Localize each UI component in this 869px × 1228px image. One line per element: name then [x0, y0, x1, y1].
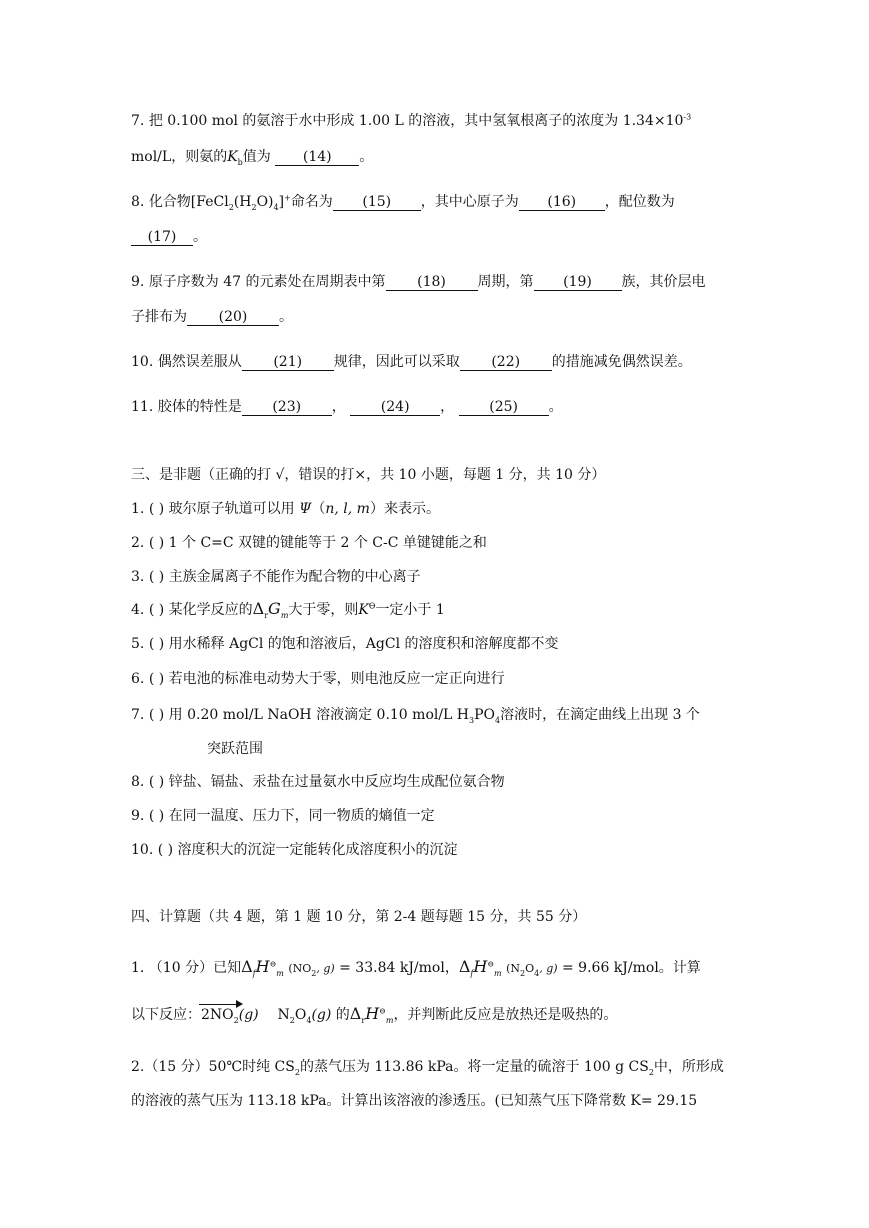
subscript: 4: [495, 715, 501, 725]
tf-item-4: [131, 600, 445, 619]
question-9-line-2: [131, 308, 293, 326]
calc-question-2-line-2: 的溶液的蒸气压为 113.18 kPa。计算出该溶液的渗透压。(已知蒸气压下降常数 K= 29.15: [131, 1093, 698, 1109]
standard-state-symbol: ⊖: [269, 959, 277, 969]
gibbs-symbol: G: [268, 599, 281, 618]
question-8-line-1: [131, 193, 675, 211]
item-text: PO: [474, 707, 496, 723]
question-text: 2.（15 分）50℃时纯 CS: [131, 1059, 295, 1075]
answer-blank-23[interactable]: (23): [242, 399, 332, 416]
question-text: 偶然误差服从: [157, 354, 242, 370]
item-number: 3.: [131, 569, 145, 585]
item-number: 5.: [131, 636, 145, 652]
subscript: 2: [233, 1015, 239, 1025]
subscript: 2: [311, 968, 317, 978]
question-7-line-1: [131, 112, 691, 130]
punct: （: [311, 501, 326, 517]
answer-paren[interactable]: ( ): [148, 569, 165, 585]
question-number: 7.: [131, 113, 145, 129]
psi-symbol: Ψ: [299, 501, 312, 517]
tf-item-7-cont: 突跃范围: [207, 741, 263, 757]
standard-state-symbol: ϴ: [368, 601, 376, 611]
subscript: 4: [306, 1015, 312, 1025]
tf-item-10: [131, 841, 458, 859]
species-n2o4: O: [525, 962, 535, 975]
subscript: 2: [289, 1015, 295, 1025]
punct: 。: [193, 229, 207, 245]
delta-symbol: Δ: [252, 599, 265, 618]
delta-symbol: Δ: [458, 957, 471, 976]
subscript: 2: [228, 202, 234, 212]
question-text: ，配位数为: [604, 194, 675, 210]
question-number: 8.: [131, 194, 145, 210]
k-subscript: b: [237, 157, 243, 167]
formula-text: (H: [233, 194, 252, 210]
question-text: 中，所形成: [653, 1059, 724, 1075]
phase: (g): [238, 1007, 259, 1023]
question-9-line-1: [131, 273, 706, 291]
punct: 。: [359, 149, 374, 165]
subscript-m: m: [280, 610, 289, 620]
answer-blank-17[interactable]: (17): [131, 229, 193, 246]
reaction-text: 以下反应：2NO: [131, 1007, 234, 1023]
question-text: ，其中心原子为: [420, 194, 519, 210]
section-4-title: 四、计算题（共 4 题，第 1 题 10 分，第 2-4 题每题 15 分，共 55 分）: [131, 909, 587, 925]
item-number: 2.: [131, 535, 145, 551]
question-text: 周期，第: [477, 274, 534, 290]
question-text: 的措施减免偶然误差。: [551, 354, 692, 370]
answer-blank-22[interactable]: (22): [460, 354, 552, 371]
delta-symbol: Δ: [241, 957, 253, 976]
answer-blank-14[interactable]: (14): [275, 149, 359, 166]
item-text: 若电池的标准电动势大于零，则电池反应一定正向进行: [168, 671, 505, 687]
subscript: 2: [294, 1067, 300, 1077]
question-number: 9.: [131, 274, 145, 290]
phase: (g): [311, 1007, 332, 1023]
answer-blank-18[interactable]: (18): [386, 274, 478, 291]
subscript: 2: [251, 202, 257, 212]
question-number: 10.: [131, 354, 154, 370]
reaction-arrow-icon: [199, 1008, 243, 1022]
calc-question-2-line-1: [131, 1058, 724, 1076]
question-text: 胶体的特性是: [157, 399, 242, 415]
section-3-title: 三、是非题（正确的打 √，错误的打×，共 10 小题，每题 1 分，共 10 分）: [131, 467, 606, 483]
answer-blank-25[interactable]: (25): [459, 399, 549, 416]
item-number: 4.: [131, 602, 145, 618]
punct: ，: [331, 399, 346, 415]
subscript-f: f: [470, 968, 474, 978]
subscript-m: m: [494, 968, 502, 978]
answer-blank-20[interactable]: (20): [187, 309, 279, 326]
item-number: 8.: [131, 774, 145, 790]
item-text: 大于零，则: [288, 602, 359, 618]
species-n2o4: (N: [506, 962, 520, 975]
punct: 。: [279, 309, 293, 325]
answer-paren[interactable]: ( ): [148, 501, 165, 517]
question-text: 1. （10 分）已知: [131, 960, 242, 976]
item-number: 6.: [131, 671, 145, 687]
item-number: 10.: [131, 842, 154, 858]
formula-text: O): [256, 194, 274, 210]
exponent: -3: [683, 112, 692, 122]
formula-text: ]: [278, 194, 285, 210]
tf-item-2: [131, 534, 487, 552]
question-text: ，并判断此反应是放热还是吸热的。: [393, 1007, 618, 1023]
subscript: 4: [273, 202, 279, 212]
tf-item-1: [131, 500, 440, 518]
value-text: = 33.84 kJ/mol，: [339, 960, 459, 976]
item-text: 锌盐、镉盐、汞盐在过量氨水中反应均生成配位氨合物: [168, 774, 505, 790]
answer-blank-21[interactable]: (21): [242, 354, 334, 371]
punct: ，: [440, 399, 455, 415]
subscript: 2: [520, 968, 526, 978]
species-no2: (NO: [288, 962, 312, 975]
item-text: 某化学反应的: [168, 602, 253, 618]
item-text: 主族金属离子不能作为配合物的中心离子: [168, 569, 421, 585]
question-text: mol/L，则氨的: [131, 149, 228, 165]
item-text: 用水稀释 AgCl 的饱和溶液后，AgCl 的溶度积和溶解度都不变: [168, 636, 559, 652]
quantum-numbers: n, l, m: [325, 501, 370, 517]
calc-question-1-line-2: [131, 1005, 617, 1024]
reaction-text: N: [277, 1007, 290, 1023]
question-text: 把 0.100 mol 的氨溶于水中形成 1.00 L 的溶液，其中氢氧根离子的浓度为 1.34×10: [148, 113, 684, 129]
tf-item-8: [131, 773, 505, 791]
answer-paren[interactable]: ( ): [148, 636, 165, 652]
enthalpy-symbol: H: [365, 1004, 380, 1023]
answer-paren[interactable]: ( ): [148, 774, 165, 790]
question-text: 子排布为: [131, 309, 187, 325]
reaction-text: O: [294, 1007, 307, 1023]
tf-item-5: [131, 635, 559, 653]
question-text: 原子序数为 47 的元素处在周期表中第: [148, 274, 386, 290]
question-10: [131, 353, 692, 371]
subscript-f: f: [252, 968, 256, 978]
question-7-line-2: [131, 148, 373, 166]
subscript-r: r: [264, 610, 269, 620]
k-symbol: K: [227, 149, 238, 165]
item-text: 溶液时，在滴定曲线上出现 3 个: [500, 707, 700, 723]
answer-paren[interactable]: ( ): [148, 707, 165, 723]
tf-item-6: [131, 670, 505, 688]
enthalpy-symbol: H: [255, 957, 270, 976]
answer-blank-19[interactable]: (19): [534, 274, 622, 291]
answer-blank-15[interactable]: (15): [333, 194, 421, 211]
subscript-r: r: [361, 1015, 366, 1025]
tf-item-3: [131, 568, 421, 586]
item-text: 在同一温度、压力下，同一物质的熵值一定: [168, 808, 435, 824]
question-text: 值为: [242, 149, 271, 165]
item-text: 用 0.20 mol/L NaOH 溶液滴定 0.10 mol/L H: [168, 707, 470, 723]
standard-state-symbol: ⊖: [379, 1006, 386, 1016]
question-11: [131, 398, 563, 416]
charge: +: [284, 193, 291, 203]
question-text: 的蒸气压为 113.86 kPa。将一定量的硫溶于 100 g CS: [299, 1059, 649, 1075]
question-text: 规律，因此可以采取: [333, 354, 460, 370]
question-number: 11.: [131, 399, 154, 415]
answer-blank-16[interactable]: (16): [519, 194, 605, 211]
subscript: 4: [534, 968, 540, 978]
species-phase: , g): [316, 962, 335, 975]
answer-paren[interactable]: ( ): [148, 808, 165, 824]
answer-paren[interactable]: ( ): [148, 602, 165, 618]
standard-state-symbol: ⊖: [487, 959, 495, 969]
answer-paren[interactable]: ( ): [148, 671, 165, 687]
item-text: 1 个 C=C 双键的键能等于 2 个 C-C 单键键能之和: [168, 535, 487, 551]
question-text: 命名为: [290, 194, 333, 210]
item-number: 7.: [131, 707, 145, 723]
question-text: 族，其价层电: [621, 274, 706, 290]
answer-blank-24[interactable]: (24): [350, 399, 440, 416]
answer-paren[interactable]: ( ): [157, 842, 174, 858]
item-text: 溶度积大的沉淀一定能转化成溶度积小的沉淀: [177, 842, 458, 858]
calc-question-1-line-1: [131, 958, 701, 978]
item-text: ）来表示。: [369, 501, 440, 517]
tf-item-9: [131, 807, 435, 825]
punct: 。: [548, 399, 563, 415]
item-text: 玻尔原子轨道可以用: [168, 501, 295, 517]
subscript: 3: [469, 715, 475, 725]
item-number: 1.: [131, 501, 145, 517]
subscript-m: m: [276, 968, 284, 978]
item-text: 一定小于 1: [375, 602, 445, 618]
item-number: 9.: [131, 808, 145, 824]
subscript: 2: [648, 1067, 654, 1077]
k-symbol: K: [358, 602, 369, 618]
formula-text: 化合物[FeCl: [148, 194, 229, 210]
question-8-line-2: [131, 228, 207, 246]
tf-item-7: [131, 706, 700, 724]
subscript-m: m: [385, 1015, 394, 1025]
enthalpy-symbol: H: [473, 957, 488, 976]
species-phase: , g): [539, 962, 558, 975]
value-text: = 9.66 kJ/mol。计算: [562, 960, 701, 976]
answer-paren[interactable]: ( ): [148, 535, 165, 551]
question-text: 的: [335, 1007, 350, 1023]
delta-symbol: Δ: [349, 1004, 362, 1023]
